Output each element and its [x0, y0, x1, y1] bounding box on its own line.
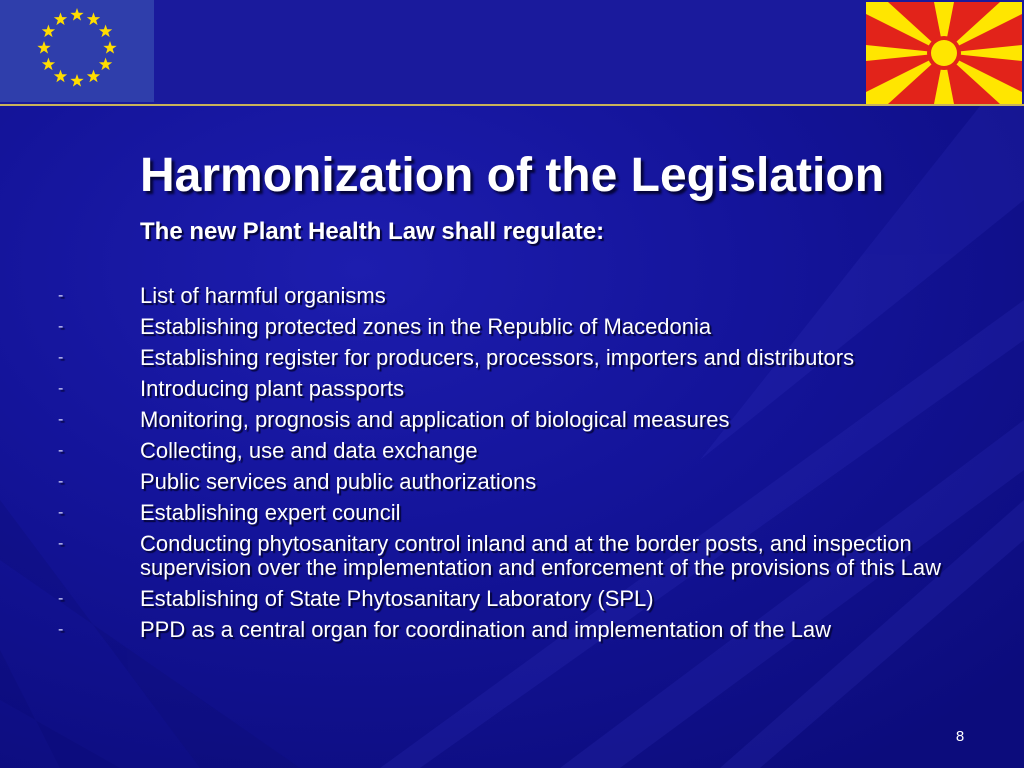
eu-star-icon: [54, 70, 67, 83]
list-item: - Establishing protected zones in the Republic of Macedonia: [58, 314, 712, 339]
eu-flag-icon: [0, 0, 154, 102]
list-item: - Introducing plant passports: [58, 376, 405, 401]
bullet-marker: -: [58, 504, 64, 521]
bullet-marker: -: [58, 535, 64, 552]
regulation-list: [0, 284, 1024, 649]
page-number: 8: [955, 728, 965, 745]
eu-star-icon: [87, 70, 100, 83]
eu-star-icon: [42, 25, 55, 38]
list-item: - Establishing expert council: [58, 500, 401, 525]
eu-star-icon: [70, 74, 83, 87]
list-item: - Conducting phytosanitary control inland and at the border posts, and inspection supervision over the implementation and enforcement of the provisions of this Law: [58, 531, 941, 580]
eu-star-icon: [87, 12, 100, 25]
bullet-marker: -: [58, 287, 64, 304]
bullet-marker: -: [58, 411, 64, 428]
list-item: - List of harmful organisms: [58, 283, 386, 308]
list-item: - Monitoring, prognosis and application of biological measures: [58, 407, 730, 432]
header-divider: [0, 104, 1024, 106]
eu-star-icon: [37, 41, 50, 54]
bullet-marker: -: [58, 442, 64, 459]
eu-star-icon: [99, 58, 112, 71]
list-item: - Establishing of State Phytosanitary Laboratory (SPL): [58, 586, 654, 611]
eu-star-icon: [103, 41, 116, 54]
eu-star-icon: [54, 12, 67, 25]
bullet-marker: -: [58, 473, 64, 490]
bullet-marker: -: [58, 349, 64, 366]
macedonia-flag-icon: [866, 2, 1022, 104]
eu-star-icon: [42, 58, 55, 71]
slide-title: Harmonization of the Legislation: [139, 149, 885, 202]
bullet-marker: -: [58, 318, 64, 335]
list-item: - Collecting, use and data exchange: [58, 438, 478, 463]
bullet-marker: -: [58, 380, 64, 397]
list-item: - Establishing register for producers, processors, importers and distributors: [58, 345, 855, 370]
bullet-marker: -: [58, 590, 64, 607]
slide-subtitle: The new Plant Health Law shall regulate:: [140, 218, 605, 245]
bullet-marker: -: [58, 621, 64, 638]
list-item: - Public services and public authorizations: [58, 469, 537, 494]
list-item: - PPD as a central organ for coordination and implementation of the Law: [58, 617, 831, 642]
eu-star-icon: [99, 25, 112, 38]
eu-star-icon: [70, 8, 83, 21]
